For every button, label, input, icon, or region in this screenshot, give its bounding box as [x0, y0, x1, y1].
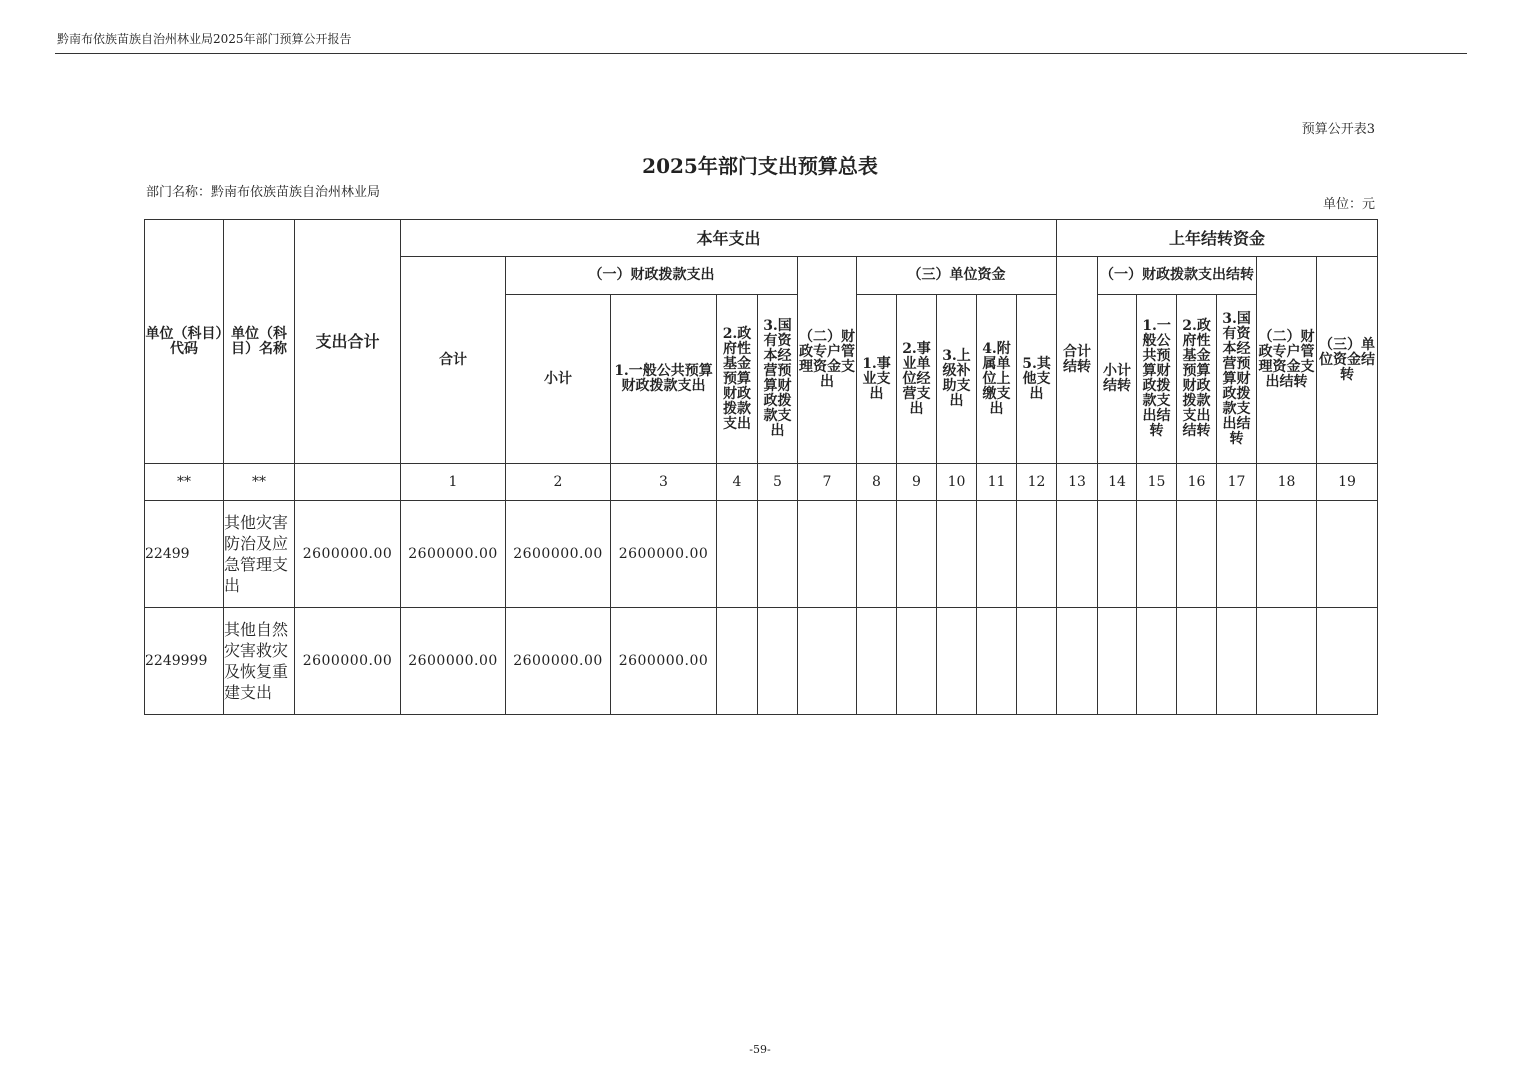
empty-cell	[798, 501, 857, 608]
index-cell: 15	[1137, 464, 1177, 501]
currency-unit: 单位：元	[1322, 197, 1375, 212]
index-cell: 3	[611, 464, 717, 501]
index-cell: 8	[857, 464, 897, 501]
empty-cell	[857, 501, 897, 608]
row-this-year-total: 2600000.00	[401, 608, 506, 715]
col-header-name: 单位（科目）名称	[224, 220, 295, 464]
col-header-affiliated: 4.附属单位上缴支出	[977, 295, 1017, 464]
row-fiscal-subtotal: 2600000.00	[506, 501, 611, 608]
col-header-last-year-unit: （三）单位资金结转	[1317, 257, 1378, 464]
col-header-last-year-subtotal: 小计结转	[1098, 295, 1137, 464]
index-cell: 7	[798, 464, 857, 501]
empty-cell	[1017, 608, 1057, 715]
empty-cell	[937, 501, 977, 608]
col-header-other: 5.其他支出	[1017, 295, 1057, 464]
empty-cell	[977, 608, 1017, 715]
report-header: 黔南布依族苗族自治州林业局2025年部门预算公开报告	[57, 32, 352, 46]
empty-cell	[1177, 501, 1217, 608]
empty-cell	[1017, 501, 1057, 608]
row-total: 2600000.00	[295, 608, 401, 715]
col-header-special: （二）财政专户管理资金支出	[798, 257, 857, 464]
col-header-subsidy: 3.上级补助支出	[937, 295, 977, 464]
index-cell: 16	[1177, 464, 1217, 501]
empty-cell	[857, 608, 897, 715]
col-group-last-year-fiscal: （一）财政拨款支出结转	[1098, 257, 1257, 295]
index-cell: 1	[401, 464, 506, 501]
col-group-fiscal: （一）财政拨款支出	[506, 257, 798, 295]
row-name: 其他自然灾害救灾及恢复重建支出	[224, 608, 295, 715]
empty-cell	[897, 501, 937, 608]
index-cell: 19	[1317, 464, 1378, 501]
col-group-unit-funds: （三）单位资金	[857, 257, 1057, 295]
index-row	[145, 464, 1378, 501]
row-this-year-total: 2600000.00	[401, 501, 506, 608]
col-header-gov-fund: 2.政府性基金预算财政拨款支出	[717, 295, 758, 464]
col-header-state-capital: 3.国有资本经营预算财政拨款支出	[758, 295, 798, 464]
index-cell: 12	[1017, 464, 1057, 501]
index-cell: 13	[1057, 464, 1098, 501]
col-header-business: 2.事业单位经营支出	[897, 295, 937, 464]
col-header-code: 单位（科目）代码	[145, 220, 224, 464]
table-row	[145, 608, 1378, 715]
header-divider	[55, 53, 1467, 54]
col-header-fiscal-subtotal: 小计	[506, 295, 611, 464]
col-header-general-budget: 1.一般公共预算财政拨款支出	[611, 295, 717, 464]
empty-cell	[1257, 608, 1317, 715]
empty-cell	[1217, 501, 1257, 608]
row-fiscal-subtotal: 2600000.00	[506, 608, 611, 715]
empty-cell	[1057, 608, 1098, 715]
empty-cell	[1317, 608, 1378, 715]
index-cell: 17	[1217, 464, 1257, 501]
col-header-last-year-gov-fund: 2.政府性基金预算财政拨款支出结转	[1177, 295, 1217, 464]
index-cell: 11	[977, 464, 1017, 501]
index-cell: **	[145, 464, 224, 501]
col-group-last-year: 上年结转资金	[1057, 220, 1378, 257]
empty-cell	[1098, 608, 1137, 715]
empty-cell	[1257, 501, 1317, 608]
col-header-career: 1.事业支出	[857, 295, 897, 464]
index-cell: 4	[717, 464, 758, 501]
expenditure-budget-table	[144, 219, 1378, 715]
col-header-last-year-general: 1.一般公共预算财政拨款支出结转	[1137, 295, 1177, 464]
index-cell: 2	[506, 464, 611, 501]
col-header-last-year-total: 合计结转	[1057, 257, 1098, 464]
empty-cell	[717, 608, 758, 715]
col-header-this-year-total: 合计	[401, 257, 506, 464]
empty-cell	[1057, 501, 1098, 608]
empty-cell	[937, 608, 977, 715]
row-general-budget: 2600000.00	[611, 608, 717, 715]
index-cell: 10	[937, 464, 977, 501]
row-code: 2249999	[145, 608, 224, 715]
col-header-last-year-state-capital: 3.国有资本经营预算财政拨款支出结转	[1217, 295, 1257, 464]
empty-cell	[977, 501, 1017, 608]
col-header-total: 支出合计	[295, 220, 401, 464]
department-name: 部门名称：黔南布依族苗族自治州林业局	[146, 185, 381, 200]
index-cell: 9	[897, 464, 937, 501]
index-cell: 14	[1098, 464, 1137, 501]
index-cell	[295, 464, 401, 501]
col-group-this-year: 本年支出	[401, 220, 1057, 257]
index-cell: 5	[758, 464, 798, 501]
row-code: 22499	[145, 501, 224, 608]
empty-cell	[758, 501, 798, 608]
row-name: 其他灾害防治及应急管理支出	[224, 501, 295, 608]
empty-cell	[798, 608, 857, 715]
empty-cell	[897, 608, 937, 715]
table-title: 2025年部门支出预算总表	[642, 154, 878, 178]
index-cell: 18	[1257, 464, 1317, 501]
empty-cell	[1217, 608, 1257, 715]
empty-cell	[717, 501, 758, 608]
page-number: -59-	[749, 1043, 771, 1056]
empty-cell	[1177, 608, 1217, 715]
empty-cell	[1098, 501, 1137, 608]
empty-cell	[1137, 501, 1177, 608]
empty-cell	[758, 608, 798, 715]
table-row	[145, 501, 1378, 608]
row-general-budget: 2600000.00	[611, 501, 717, 608]
empty-cell	[1137, 608, 1177, 715]
table-number: 预算公开表3	[1301, 122, 1375, 137]
empty-cell	[1317, 501, 1378, 608]
index-cell: **	[224, 464, 295, 501]
col-header-last-year-special: （二）财政专户管理资金支出结转	[1257, 257, 1317, 464]
row-total: 2600000.00	[295, 501, 401, 608]
